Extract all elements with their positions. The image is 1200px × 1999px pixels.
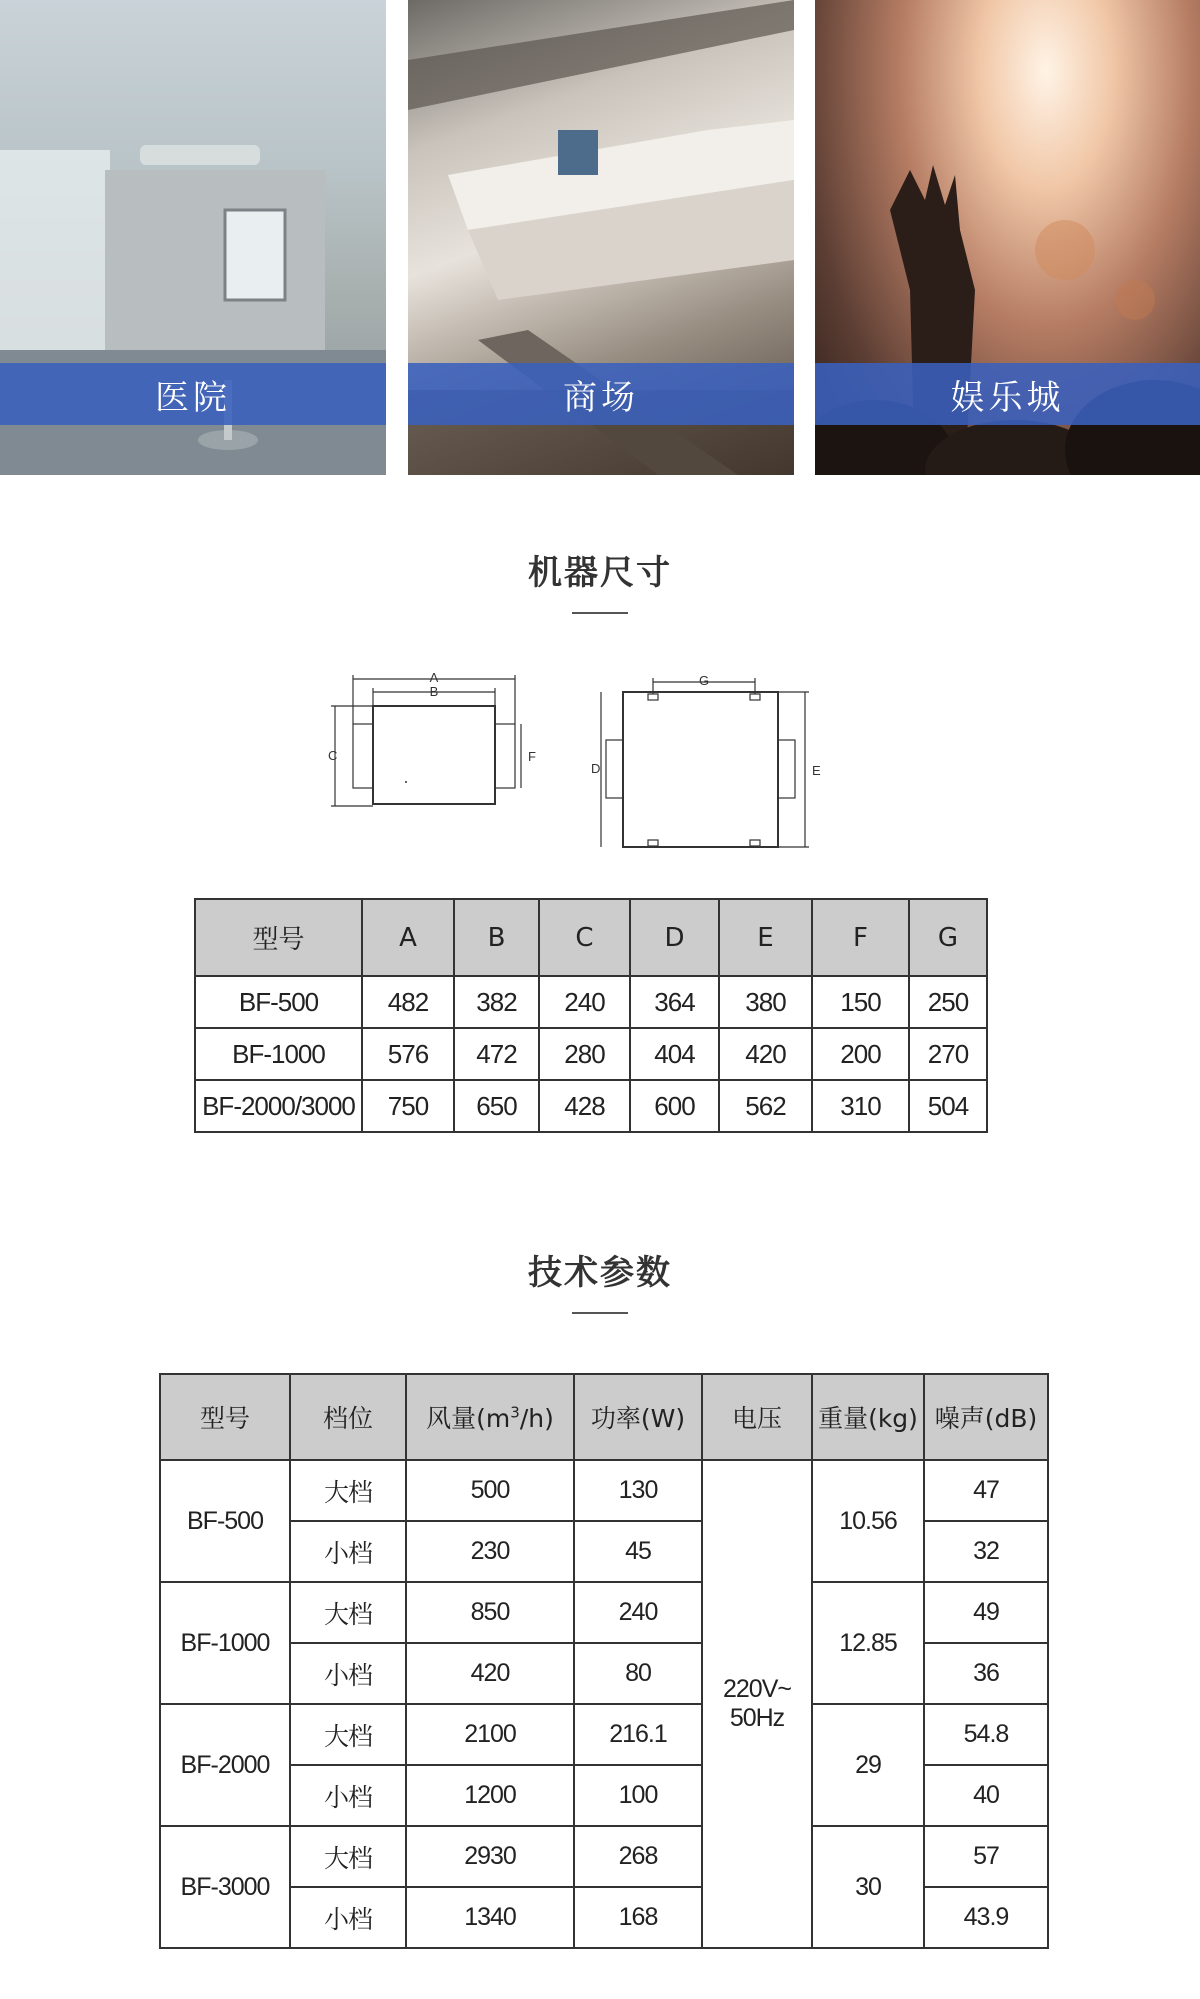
table-row bbox=[160, 1460, 1048, 1521]
model-cell: BF-500 bbox=[195, 976, 362, 1028]
table-cell: 240 bbox=[539, 976, 630, 1028]
dimensions-title: 机器尺寸 bbox=[528, 553, 672, 593]
table-header-row bbox=[195, 899, 987, 976]
scene-entertainment bbox=[815, 0, 1200, 475]
scene-mall bbox=[408, 0, 794, 475]
gear-cell: 小档 bbox=[290, 1521, 406, 1582]
table-cell: 270 bbox=[909, 1028, 987, 1080]
dimensions-table bbox=[194, 898, 988, 1133]
column-header-airflow bbox=[406, 1374, 574, 1460]
table-header-row bbox=[160, 1374, 1048, 1460]
gear-cell: 大档 bbox=[290, 1826, 406, 1887]
column-header: F bbox=[812, 899, 909, 976]
model-cell: BF-1000 bbox=[160, 1582, 290, 1704]
power-cell: 216.1 bbox=[574, 1704, 702, 1765]
application-scenes bbox=[0, 0, 1200, 475]
table-row bbox=[195, 1028, 987, 1080]
airflow-cell: 1200 bbox=[406, 1765, 574, 1826]
gear-cell: 小档 bbox=[290, 1765, 406, 1826]
table-cell: 382 bbox=[454, 976, 539, 1028]
voltage-line: 220V~ bbox=[723, 1675, 791, 1703]
model-cell: BF-1000 bbox=[195, 1028, 362, 1080]
weight-cell: 12.85 bbox=[812, 1582, 924, 1704]
column-header-power: 功率(W) bbox=[574, 1374, 702, 1460]
table-row bbox=[195, 1080, 987, 1132]
scene-label: 娱乐城 bbox=[950, 377, 1065, 418]
table-cell: 750 bbox=[362, 1080, 454, 1132]
table-cell: 310 bbox=[812, 1080, 909, 1132]
noise-cell: 32 bbox=[924, 1521, 1048, 1582]
label-c: C bbox=[328, 748, 338, 763]
title-divider bbox=[572, 612, 628, 614]
column-header-voltage: 电压 bbox=[702, 1374, 812, 1460]
label-e: E bbox=[812, 763, 821, 778]
airflow-header-superscript: 3 bbox=[510, 1403, 520, 1422]
table-cell: 420 bbox=[719, 1028, 812, 1080]
airflow-header-text: 风量(m bbox=[426, 1404, 511, 1433]
label-a: A bbox=[429, 670, 439, 685]
specs-title: 技术参数 bbox=[528, 1253, 672, 1293]
power-cell: 168 bbox=[574, 1887, 702, 1948]
noise-cell: 57 bbox=[924, 1826, 1048, 1887]
airflow-cell: 420 bbox=[406, 1643, 574, 1704]
scene-band bbox=[408, 363, 794, 425]
gear-cell: 小档 bbox=[290, 1643, 406, 1704]
table-row bbox=[160, 1582, 1048, 1643]
table-cell: 428 bbox=[539, 1080, 630, 1132]
column-header-model: 型号 bbox=[160, 1374, 290, 1460]
noise-cell: 43.9 bbox=[924, 1887, 1048, 1948]
table-cell: 562 bbox=[719, 1080, 812, 1132]
dimension-diagram bbox=[328, 670, 828, 860]
table-cell: 280 bbox=[539, 1028, 630, 1080]
airflow-header-unit: /h) bbox=[519, 1404, 554, 1433]
column-header-gear: 档位 bbox=[290, 1374, 406, 1460]
label-d: D bbox=[591, 761, 601, 776]
noise-cell: 54.8 bbox=[924, 1704, 1048, 1765]
table-cell: 250 bbox=[909, 976, 987, 1028]
airflow-cell: 2100 bbox=[406, 1704, 574, 1765]
title-divider bbox=[572, 1312, 628, 1314]
column-header: B bbox=[454, 899, 539, 976]
column-header: G bbox=[909, 899, 987, 976]
scene-label: 商场 bbox=[563, 377, 639, 418]
column-header-noise: 噪声(dB) bbox=[924, 1374, 1048, 1460]
gear-cell: 小档 bbox=[290, 1887, 406, 1948]
weight-cell: 10.56 bbox=[812, 1460, 924, 1582]
power-cell: 45 bbox=[574, 1521, 702, 1582]
airflow-cell: 500 bbox=[406, 1460, 574, 1521]
column-header: E bbox=[719, 899, 812, 976]
airflow-cell: 1340 bbox=[406, 1887, 574, 1948]
power-cell: 80 bbox=[574, 1643, 702, 1704]
weight-cell: 30 bbox=[812, 1826, 924, 1948]
power-cell: 240 bbox=[574, 1582, 702, 1643]
table-cell: 504 bbox=[909, 1080, 987, 1132]
table-cell: 200 bbox=[812, 1028, 909, 1080]
table-cell: 404 bbox=[630, 1028, 719, 1080]
noise-cell: 40 bbox=[924, 1765, 1048, 1826]
power-cell: 100 bbox=[574, 1765, 702, 1826]
power-cell: 130 bbox=[574, 1460, 702, 1521]
label-f: F bbox=[528, 749, 536, 764]
weight-cell: 29 bbox=[812, 1704, 924, 1826]
table-cell: 576 bbox=[362, 1028, 454, 1080]
noise-cell: 47 bbox=[924, 1460, 1048, 1521]
gear-cell: 大档 bbox=[290, 1704, 406, 1765]
table-cell: 650 bbox=[454, 1080, 539, 1132]
scene-band bbox=[815, 363, 1200, 425]
column-header: A bbox=[362, 899, 454, 976]
label-g: G bbox=[698, 673, 710, 688]
table-cell: 482 bbox=[362, 976, 454, 1028]
model-cell: BF-3000 bbox=[160, 1826, 290, 1948]
scene-hospital bbox=[0, 0, 386, 475]
power-cell: 268 bbox=[574, 1826, 702, 1887]
model-cell: BF-2000 bbox=[160, 1704, 290, 1826]
model-cell: BF-2000/3000 bbox=[195, 1080, 362, 1132]
table-row bbox=[160, 1704, 1048, 1765]
specs-table bbox=[159, 1373, 1049, 1949]
column-header: 型号 bbox=[195, 899, 362, 976]
column-header: D bbox=[630, 899, 719, 976]
label-b: B bbox=[429, 684, 439, 699]
table-cell: 364 bbox=[630, 976, 719, 1028]
scene-band bbox=[0, 363, 386, 425]
scene-label: 医院 bbox=[155, 377, 231, 418]
table-cell: 380 bbox=[719, 976, 812, 1028]
noise-cell: 49 bbox=[924, 1582, 1048, 1643]
table-row bbox=[195, 976, 987, 1028]
noise-cell: 36 bbox=[924, 1643, 1048, 1704]
table-cell: 472 bbox=[454, 1028, 539, 1080]
gear-cell: 大档 bbox=[290, 1460, 406, 1521]
column-header: C bbox=[539, 899, 630, 976]
table-cell: 150 bbox=[812, 976, 909, 1028]
column-header-weight: 重量(kg) bbox=[812, 1374, 924, 1460]
voltage-cell bbox=[702, 1460, 812, 1948]
airflow-cell: 230 bbox=[406, 1521, 574, 1582]
airflow-cell: 2930 bbox=[406, 1826, 574, 1887]
voltage-line: 50Hz bbox=[729, 1704, 785, 1732]
gear-cell: 大档 bbox=[290, 1582, 406, 1643]
model-cell: BF-500 bbox=[160, 1460, 290, 1582]
airflow-cell: 850 bbox=[406, 1582, 574, 1643]
table-cell: 600 bbox=[630, 1080, 719, 1132]
table-row bbox=[160, 1826, 1048, 1887]
